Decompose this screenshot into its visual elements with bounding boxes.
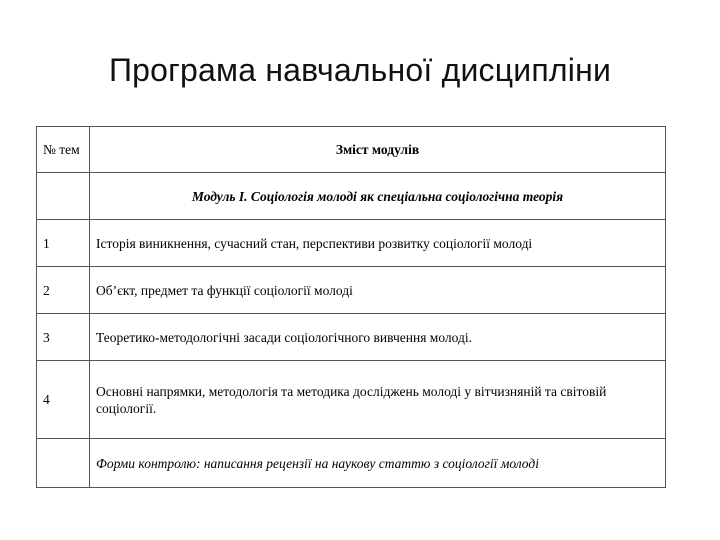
topic-number: 3 — [37, 314, 90, 361]
topic-number: 2 — [37, 267, 90, 314]
number-header: № тем — [37, 127, 90, 173]
module-heading: Модуль І. Соціологія молоді як спеціальна соціологічна теорія — [90, 173, 666, 220]
module-number-cell — [37, 173, 90, 220]
program-table — [36, 126, 666, 488]
forms-row — [37, 439, 666, 488]
topic-text: Історія виникнення, сучасний стан, перспективи розвитку соціології молоді — [90, 220, 666, 267]
forms-of-control: Форми контролю: написання рецензії на наукову статтю з соціології молоді — [90, 439, 666, 488]
module-row — [37, 173, 666, 220]
topic-text: Об’єкт, предмет та функції соціології молоді — [90, 267, 666, 314]
topic-text: Теоретико-методологічні засади соціологічного вивчення молоді. — [90, 314, 666, 361]
page-title: Програма навчальної дисципліни — [108, 52, 612, 88]
table-row — [37, 220, 666, 267]
table-row — [37, 314, 666, 361]
forms-number-cell — [37, 439, 90, 488]
content-header: Зміст модулів — [90, 127, 666, 173]
table-header-row — [37, 127, 666, 173]
table-row — [37, 267, 666, 314]
topic-number: 1 — [37, 220, 90, 267]
topic-number: 4 — [37, 361, 90, 439]
topic-text: Основні напрямки, методологія та методика досліджень молоді у вітчизняній та світовій соціології. — [90, 361, 666, 439]
table-row — [37, 361, 666, 439]
